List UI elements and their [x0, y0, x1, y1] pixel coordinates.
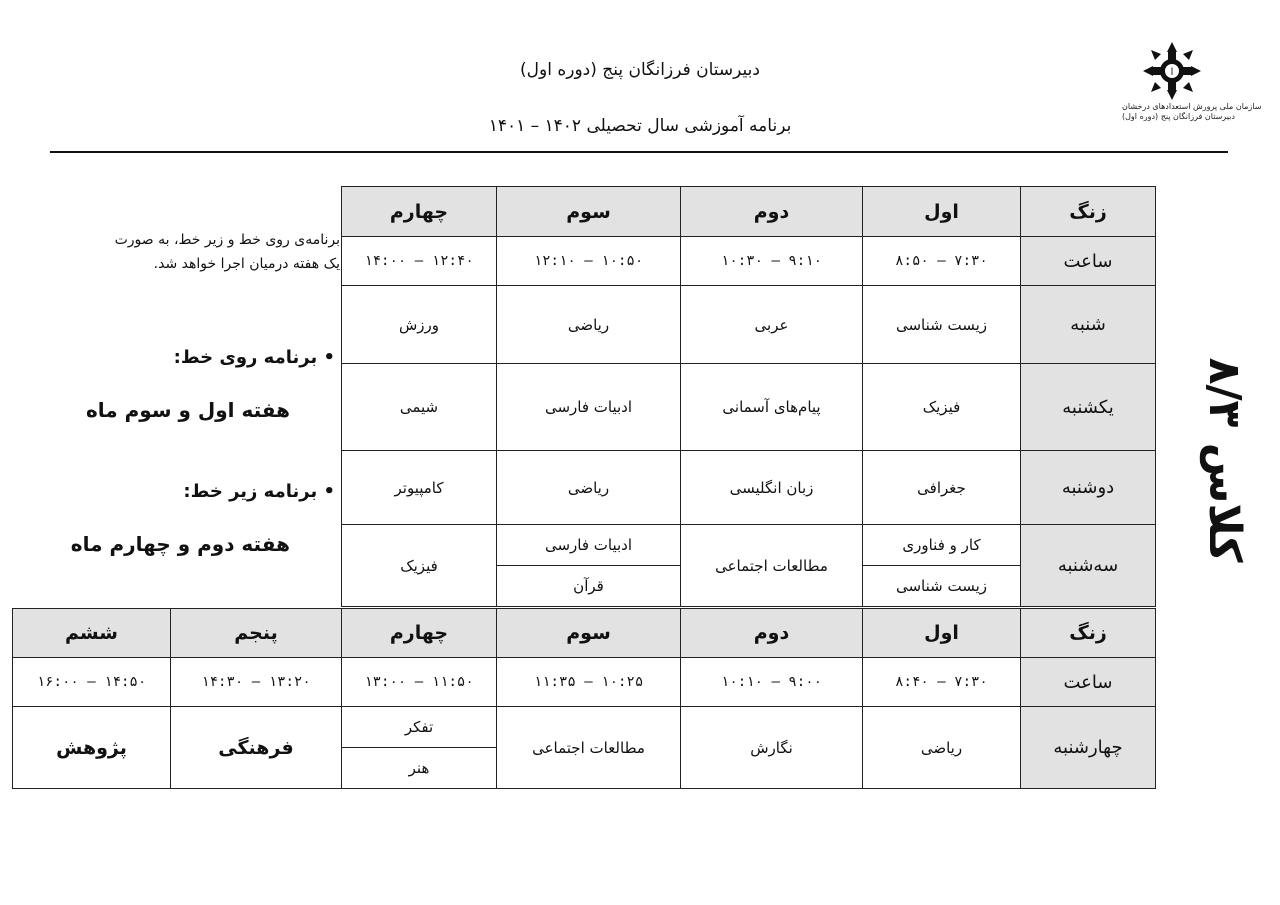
time-1: ۷:۳۰ – ۸:۵۰	[863, 237, 1021, 286]
table-row-sunday	[342, 364, 1156, 451]
note-line-2: یک هفته درمیان اجرا خواهد شد.	[153, 256, 340, 272]
table-row-periods	[342, 187, 1156, 237]
time-5: ۱۳:۲۰ – ۱۴:۳۰	[171, 658, 342, 707]
time-2: ۹:۰۰ – ۱۰:۱۰	[681, 658, 863, 707]
period-3: سوم	[497, 187, 681, 237]
period-1: اول	[863, 609, 1021, 658]
day-wednesday: چهارشنبه	[1021, 707, 1156, 789]
above-line-weeks: هفته اول و سوم ماه	[85, 398, 290, 422]
table-row-wednesday	[13, 707, 1156, 748]
class-cell: شیمی	[342, 364, 497, 451]
program-title: برنامه آموزشی سال تحصیلی ۱۴۰۲ – ۱۴۰۱	[488, 116, 792, 136]
time-2: ۹:۱۰ – ۱۰:۳۰	[681, 237, 863, 286]
class-cell: جغرافی	[863, 451, 1021, 525]
class-cell: زیست شناسی	[863, 286, 1021, 364]
time-3: ۱۰:۵۰ – ۱۲:۱۰	[497, 237, 681, 286]
class-cell: ریاضی	[497, 286, 681, 364]
class-cell: مطالعات اجتماعی	[497, 707, 681, 789]
bullet-icon: •	[317, 347, 335, 368]
header-label-cell: زنگ	[1021, 187, 1156, 237]
class-label: کلاس ۸/۳	[1199, 357, 1250, 563]
class-cell: فرهنگی	[171, 707, 342, 789]
school-title: دبیرستان فرزانگان پنج (دوره اول)	[520, 60, 760, 80]
below-line-title: برنامه زیر خط:	[183, 481, 318, 502]
class-cell: ورزش	[342, 286, 497, 364]
logo-text-2: دبیرستان فرزانگان پنج (دوره اول)	[1122, 112, 1235, 121]
above-line-heading	[120, 347, 335, 368]
below-line-weeks: هفته دوم و چهارم ماه	[70, 532, 290, 556]
period-4: چهارم	[342, 609, 497, 658]
day-monday: دوشنبه	[1021, 451, 1156, 525]
period-2: دوم	[681, 609, 863, 658]
class-cell: فیزیک	[863, 364, 1021, 451]
class-cell: زبان انگلیسی	[681, 451, 863, 525]
class-cell: نگارش	[681, 707, 863, 789]
class-cell-below: قرآن	[497, 566, 681, 607]
above-line-title: برنامه روی خط:	[173, 347, 318, 368]
class-cell: فیزیک	[342, 525, 497, 607]
class-cell-above: ادبیات فارسی	[497, 525, 681, 566]
day-saturday: شنبه	[1021, 286, 1156, 364]
period-2: دوم	[681, 187, 863, 237]
logo-text-1: سازمان ملی پرورش استعدادهای درخشان	[1122, 102, 1262, 111]
table-row-periods	[13, 609, 1156, 658]
class-cell: مطالعات اجتماعی	[681, 525, 863, 607]
header-label-cell: زنگ	[1021, 609, 1156, 658]
class-cell: ادبیات فارسی	[497, 364, 681, 451]
time-3: ۱۰:۲۵ – ۱۱:۳۵	[497, 658, 681, 707]
table-row-monday	[342, 451, 1156, 525]
class-cell-below: هنر	[342, 748, 497, 789]
class-cell: عربی	[681, 286, 863, 364]
emblem-icon	[1141, 40, 1203, 102]
table-row-times	[342, 237, 1156, 286]
table-row-saturday	[342, 286, 1156, 364]
table-row-tuesday	[342, 525, 1156, 566]
period-1: اول	[863, 187, 1021, 237]
below-line-heading	[120, 481, 335, 502]
period-6: ششم	[13, 609, 171, 658]
class-cell: ریاضی	[863, 707, 1021, 789]
schedule-table-top	[341, 186, 1156, 607]
class-cell: پژوهش	[13, 707, 171, 789]
table-row-times	[13, 658, 1156, 707]
period-5: پنجم	[171, 609, 342, 658]
day-sunday: یکشنبه	[1021, 364, 1156, 451]
note-line-1: برنامه‌ی روی خط و زیر خط، به صورت	[114, 232, 340, 248]
schedule-table-bottom	[12, 608, 1156, 789]
time-label-cell: ساعت	[1021, 237, 1156, 286]
svg-text:ا: ا	[1170, 67, 1174, 78]
schedule-note	[18, 228, 340, 276]
time-4: ۱۱:۵۰ – ۱۳:۰۰	[342, 658, 497, 707]
period-3: سوم	[497, 609, 681, 658]
class-cell: پیام‌های آسمانی	[681, 364, 863, 451]
class-cell-below: زیست شناسی	[863, 566, 1021, 607]
class-cell-above: کار و فناوری	[863, 525, 1021, 566]
day-tuesday: سه‌شنبه	[1021, 525, 1156, 607]
class-cell-above: تفکر	[342, 707, 497, 748]
header-divider	[50, 151, 1228, 153]
time-4: ۱۲:۴۰ – ۱۴:۰۰	[342, 237, 497, 286]
class-cell: کامپیوتر	[342, 451, 497, 525]
class-cell: ریاضی	[497, 451, 681, 525]
school-logo	[1122, 40, 1262, 140]
bullet-icon: •	[317, 481, 335, 502]
time-label-cell: ساعت	[1021, 658, 1156, 707]
time-1: ۷:۳۰ – ۸:۴۰	[863, 658, 1021, 707]
time-6: ۱۴:۵۰ – ۱۶:۰۰	[13, 658, 171, 707]
period-4: چهارم	[342, 187, 497, 237]
